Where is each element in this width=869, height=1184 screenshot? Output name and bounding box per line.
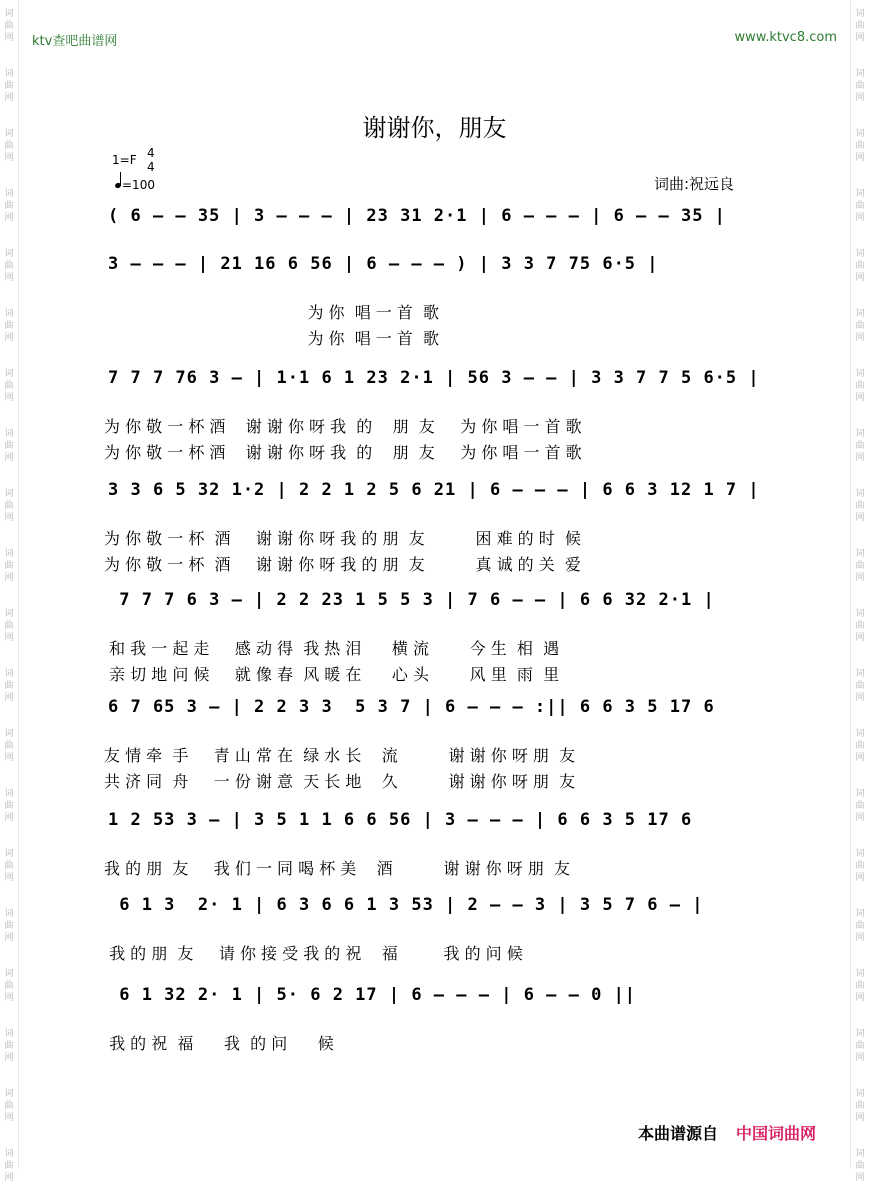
time-signature-top: 4 <box>147 146 155 160</box>
time-signature-bottom: 4 <box>147 160 155 174</box>
notation-line: 6 7 65 3 – | 2 2 3 3 5 3 7 | 6 – – – :|| 6 6 3 5 17 6 <box>108 697 715 717</box>
watermark-text: 词曲网 <box>4 549 14 583</box>
watermark-text: 词曲网 <box>855 969 865 1003</box>
watermark-text: 词曲网 <box>855 1089 865 1123</box>
notation-line: 6 1 32 2· 1 | 5· 6 2 17 | 6 – – – | 6 – – 0 || <box>108 985 637 1005</box>
footer-source: 本曲谱源自 <box>638 1124 719 1143</box>
watermark-text: 词曲网 <box>855 669 865 703</box>
key-signature: 1=F <box>112 153 137 167</box>
footer <box>638 1121 816 1144</box>
song-title: 谢谢你，朋友 <box>362 114 507 142</box>
watermark-text: 词曲网 <box>855 789 865 823</box>
watermark-text: 词曲网 <box>4 849 14 883</box>
watermark-text: 词曲网 <box>4 1149 14 1183</box>
notation-line: ( 6 – – 35 | 3 – – – | 23 31 2·1 | 6 – – – | 6 – – 35 | <box>108 206 726 226</box>
watermark-text: 词曲网 <box>4 369 14 403</box>
lyric-line: 我 的 朋 友 请 你 接 受 我 的 祝 福 我 的 问 候 <box>104 944 523 963</box>
watermark-text: 词曲网 <box>4 129 14 163</box>
watermark-text: 词曲网 <box>855 849 865 883</box>
watermark-text: 词曲网 <box>4 189 14 223</box>
watermark-text: 词曲网 <box>855 489 865 523</box>
watermark-text: 词曲网 <box>855 429 865 463</box>
lyric-line: 我 的 朋 友 我 们 一 同 喝 杯 美 酒 谢 谢 你 呀 朋 友 <box>104 859 571 878</box>
lyric-line: 亲 切 地 问 候 就 像 春 风 暖 在 心 头 风 里 雨 里 <box>104 665 560 684</box>
watermark-text: 词曲网 <box>855 909 865 943</box>
watermark-text: 词曲网 <box>4 969 14 1003</box>
watermark-text: 词曲网 <box>855 9 865 43</box>
lyric-line: 共 济 同 舟 一 份 谢 意 天 长 地 久 谢 谢 你 呀 朋 友 <box>104 772 576 791</box>
notation-line: 1 2 53 3 – | 3 5 1 1 6 6 56 | 3 – – – | 6 6 3 5 17 6 <box>108 810 693 830</box>
lyric-line: 和 我 一 起 走 感 动 得 我 热 泪 横 流 今 生 相 遇 <box>104 639 560 658</box>
lyric-line: 为 你 唱 一 首 歌 <box>104 303 440 322</box>
tempo-value: =100 <box>122 178 155 192</box>
watermark-text: 词曲网 <box>4 729 14 763</box>
watermark-column-right <box>850 0 869 1183</box>
watermark-text: 词曲网 <box>4 1089 14 1123</box>
watermark-text: 词曲网 <box>855 369 865 403</box>
notation-line: 7 7 7 76 3 – | 1·1 6 1 23 2·1 | 56 3 – – | 3 3 7 7 5 6·5 | <box>108 368 760 388</box>
watermark-text: 词曲网 <box>4 69 14 103</box>
watermark-text: 词曲网 <box>4 609 14 643</box>
watermark-text: 词曲网 <box>855 1029 865 1063</box>
watermark-text: 词曲网 <box>855 549 865 583</box>
lyric-line: 为 你 敬 一 杯 酒 谢 谢 你 呀 我 的 朋 友 真 诚 的 关 爱 <box>104 555 581 574</box>
watermark-text: 词曲网 <box>855 1149 865 1183</box>
tempo-marking <box>115 175 155 192</box>
lyric-line: 为 你 唱 一 首 歌 <box>104 329 440 348</box>
watermark-text: 词曲网 <box>4 429 14 463</box>
watermark-text: 词曲网 <box>4 9 14 43</box>
watermark-text: 词曲网 <box>4 309 14 343</box>
watermark-text: 词曲网 <box>4 909 14 943</box>
watermark-column-left <box>0 0 19 1183</box>
lyric-line: 为 你 敬 一 杯 酒 谢 谢 你 呀 我 的 朋 友 困 难 的 时 候 <box>104 529 581 548</box>
watermark-text: 词曲网 <box>855 69 865 103</box>
watermark-text: 词曲网 <box>855 129 865 163</box>
quarter-note-stem <box>120 172 121 186</box>
credit: 词曲:祝远良 <box>654 175 735 193</box>
time-signature <box>147 146 155 174</box>
notation-line: 3 3 6 5 32 1·2 | 2 2 1 2 5 6 21 | 6 – – – | 6 6 3 12 1 7 | <box>108 480 760 500</box>
watermark-text: 词曲网 <box>855 189 865 223</box>
notation-line: 3 – – – | 21 16 6 56 | 6 – – – ) | 3 3 7 75 6·5 | <box>108 254 659 274</box>
footer-brand[interactable]: 中国词曲网 <box>736 1124 817 1143</box>
watermark-text: 词曲网 <box>855 249 865 283</box>
lyric-line: 友 情 牵 手 青 山 常 在 绿 水 长 流 谢 谢 你 呀 朋 友 <box>104 746 576 765</box>
lyric-line: 我 的 祝 福 我 的 问 候 <box>104 1034 334 1053</box>
watermark-text: 词曲网 <box>855 729 865 763</box>
watermark-text: 词曲网 <box>855 309 865 343</box>
watermark-text: 词曲网 <box>4 249 14 283</box>
watermark-text: 词曲网 <box>4 669 14 703</box>
watermark-text: 词曲网 <box>4 1029 14 1063</box>
lyric-line: 为 你 敬 一 杯 酒 谢 谢 你 呀 我 的 朋 友 为 你 唱 一 首 歌 <box>104 443 582 462</box>
site-name[interactable]: ktv查吧曲谱网 <box>32 34 118 49</box>
site-url[interactable]: www.ktvc8.com <box>734 30 837 45</box>
watermark-text: 词曲网 <box>4 489 14 523</box>
watermark-text: 词曲网 <box>4 789 14 823</box>
watermark-text: 词曲网 <box>855 609 865 643</box>
notation-line: 6 1 3 2· 1 | 6 3 6 6 1 3 53 | 2 – – 3 | 3 5 7 6 – | <box>108 895 704 915</box>
notation-line: 7 7 7 6 3 – | 2 2 23 1 5 5 3 | 7 6 – – | 6 6 32 2·1 | <box>108 590 715 610</box>
lyric-line: 为 你 敬 一 杯 酒 谢 谢 你 呀 我 的 朋 友 为 你 唱 一 首 歌 <box>104 417 582 436</box>
